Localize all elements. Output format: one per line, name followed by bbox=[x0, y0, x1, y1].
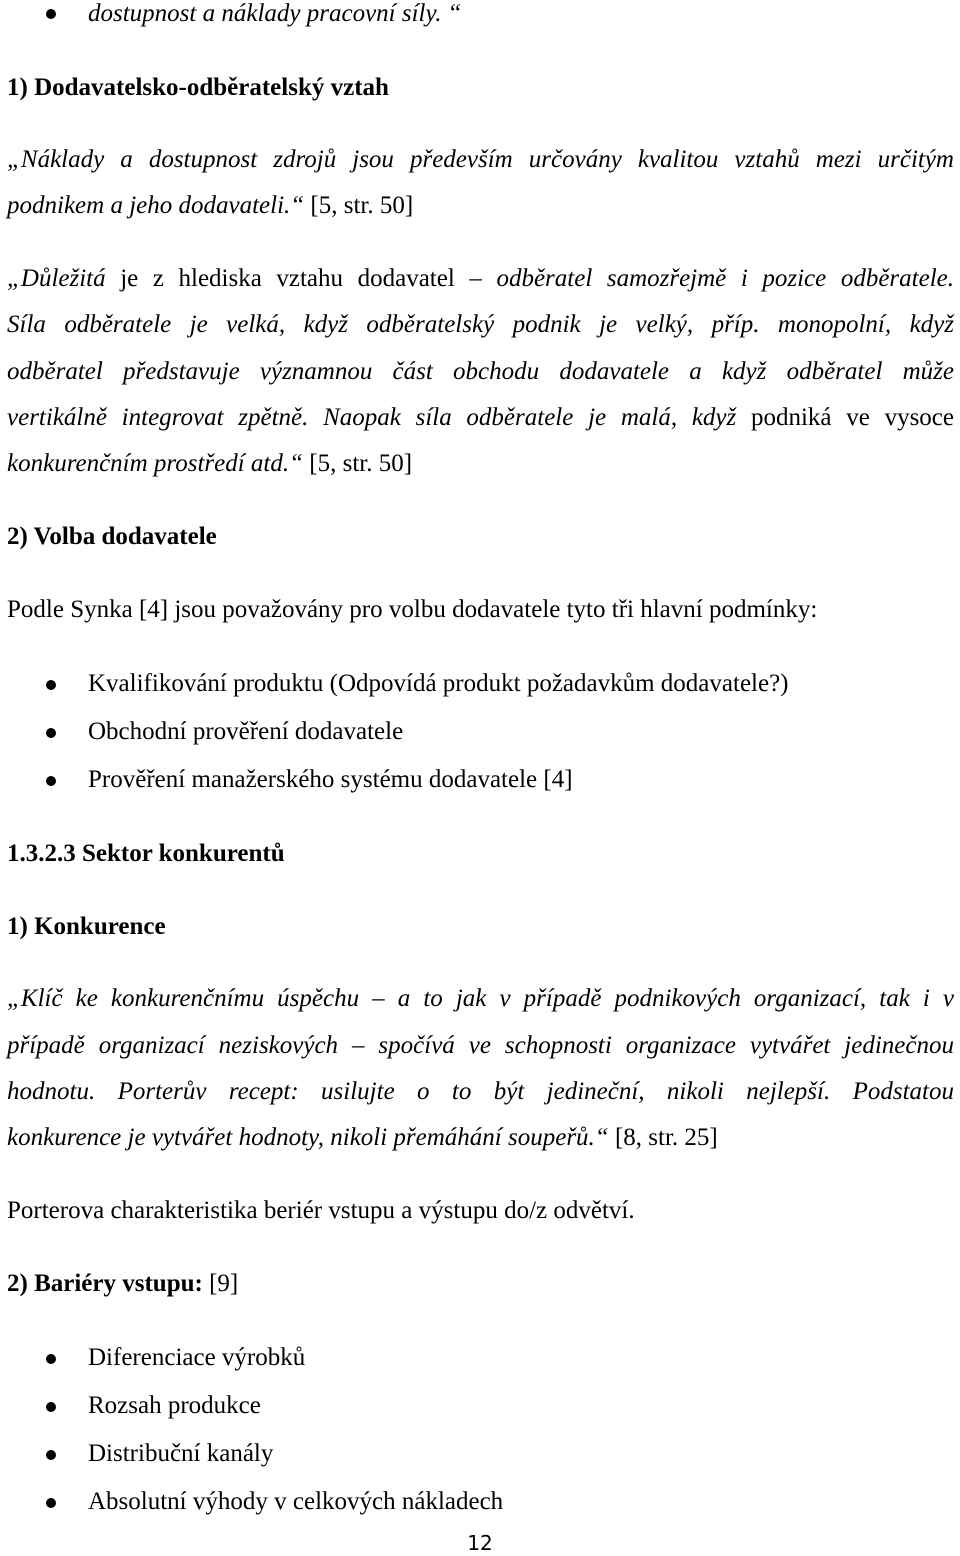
list-item: Absolutní výhody v celkových nákladech bbox=[88, 1488, 504, 1515]
list-item: Diferenciace výrobků bbox=[88, 1344, 306, 1371]
competition-quote-line2: případě organizací neziskových – spočívá ve schopnosti organizace vytvářet jedinečnou bbox=[7, 1032, 954, 1059]
bullet-icon bbox=[46, 776, 56, 786]
bullet-icon bbox=[46, 9, 56, 19]
page-number: 12 bbox=[467, 1531, 493, 1555]
quote2-line1: „Důležitá je z hlediska vztahu dodavatel – odběratel samozřejmě i pozice odběratele. bbox=[7, 265, 954, 292]
quote2-line3: odběratel představuje významnou část obchodu dodavatele a když odběratel může bbox=[7, 358, 954, 385]
subsection-heading-competitors: 1.3.2.3 Sektor konkurentů bbox=[7, 840, 285, 867]
list-item: Rozsah produkce bbox=[88, 1392, 261, 1419]
bullet-icon bbox=[46, 1354, 56, 1364]
section-heading-competition: 1) Konkurence bbox=[7, 913, 166, 940]
section-heading-barriers: 2) Bariéry vstupu: [9] bbox=[7, 1270, 239, 1297]
competition-quote-line4: konkurence je vytvářet hodnoty, nikoli přemáhání soupeřů.“ [8, str. 25] bbox=[7, 1124, 718, 1151]
quote2-line2: Síla odběratele je velká, když odběratelský podnik je velký, příp. monopolní, když bbox=[7, 311, 954, 338]
supplier-choice-intro: Podle Synka [4] jsou považovány pro volbu dodavatele tyto tři hlavní podmínky: bbox=[7, 596, 818, 623]
list-item: Distribuční kanály bbox=[88, 1440, 274, 1467]
bullet-icon bbox=[46, 728, 56, 738]
competition-quote-line3: hodnotu. Porterův recept: usilujte o to být jedineční, nikoli nejlepší. Podstatou bbox=[7, 1078, 954, 1105]
section-heading-supplier-relation: 1) Dodavatelsko-odběratelský vztah bbox=[7, 74, 389, 101]
bullet-icon bbox=[46, 1498, 56, 1508]
bullet-icon bbox=[46, 1402, 56, 1412]
porter-characteristic: Porterova charakteristika beriér vstupu a výstupu do/z odvětví. bbox=[7, 1197, 635, 1224]
quote1-line2: podnikem a jeho dodavateli.“ [5, str. 50] bbox=[7, 192, 414, 219]
list-item: Obchodní prověření dodavatele bbox=[88, 718, 404, 745]
quote2-line5: konkurenčním prostředí atd.“ [5, str. 50] bbox=[7, 450, 413, 477]
bullet-icon bbox=[46, 680, 56, 690]
list-item: Kvalifikování produktu (Odpovídá produkt požadavkům dodavatele?) bbox=[88, 670, 789, 697]
bullet-icon bbox=[46, 1450, 56, 1460]
list-item: Prověření manažerského systému dodavatele [4] bbox=[88, 766, 573, 793]
section-heading-supplier-choice: 2) Volba dodavatele bbox=[7, 523, 217, 550]
top-bullet-text: dostupnost a náklady pracovní síly. “ bbox=[88, 0, 462, 27]
quote2-line4: vertikálně integrovat zpětně. Naopak síla odběratele je malá, když podniká ve vysoce bbox=[7, 404, 954, 431]
quote1-line1: „Náklady a dostupnost zdrojů jsou především určovány kvalitou vztahů mezi určitým bbox=[7, 146, 954, 173]
competition-quote-line1: „Klíč ke konkurenčnímu úspěchu – a to jak v případě podnikových organizací, tak i v bbox=[7, 985, 954, 1012]
